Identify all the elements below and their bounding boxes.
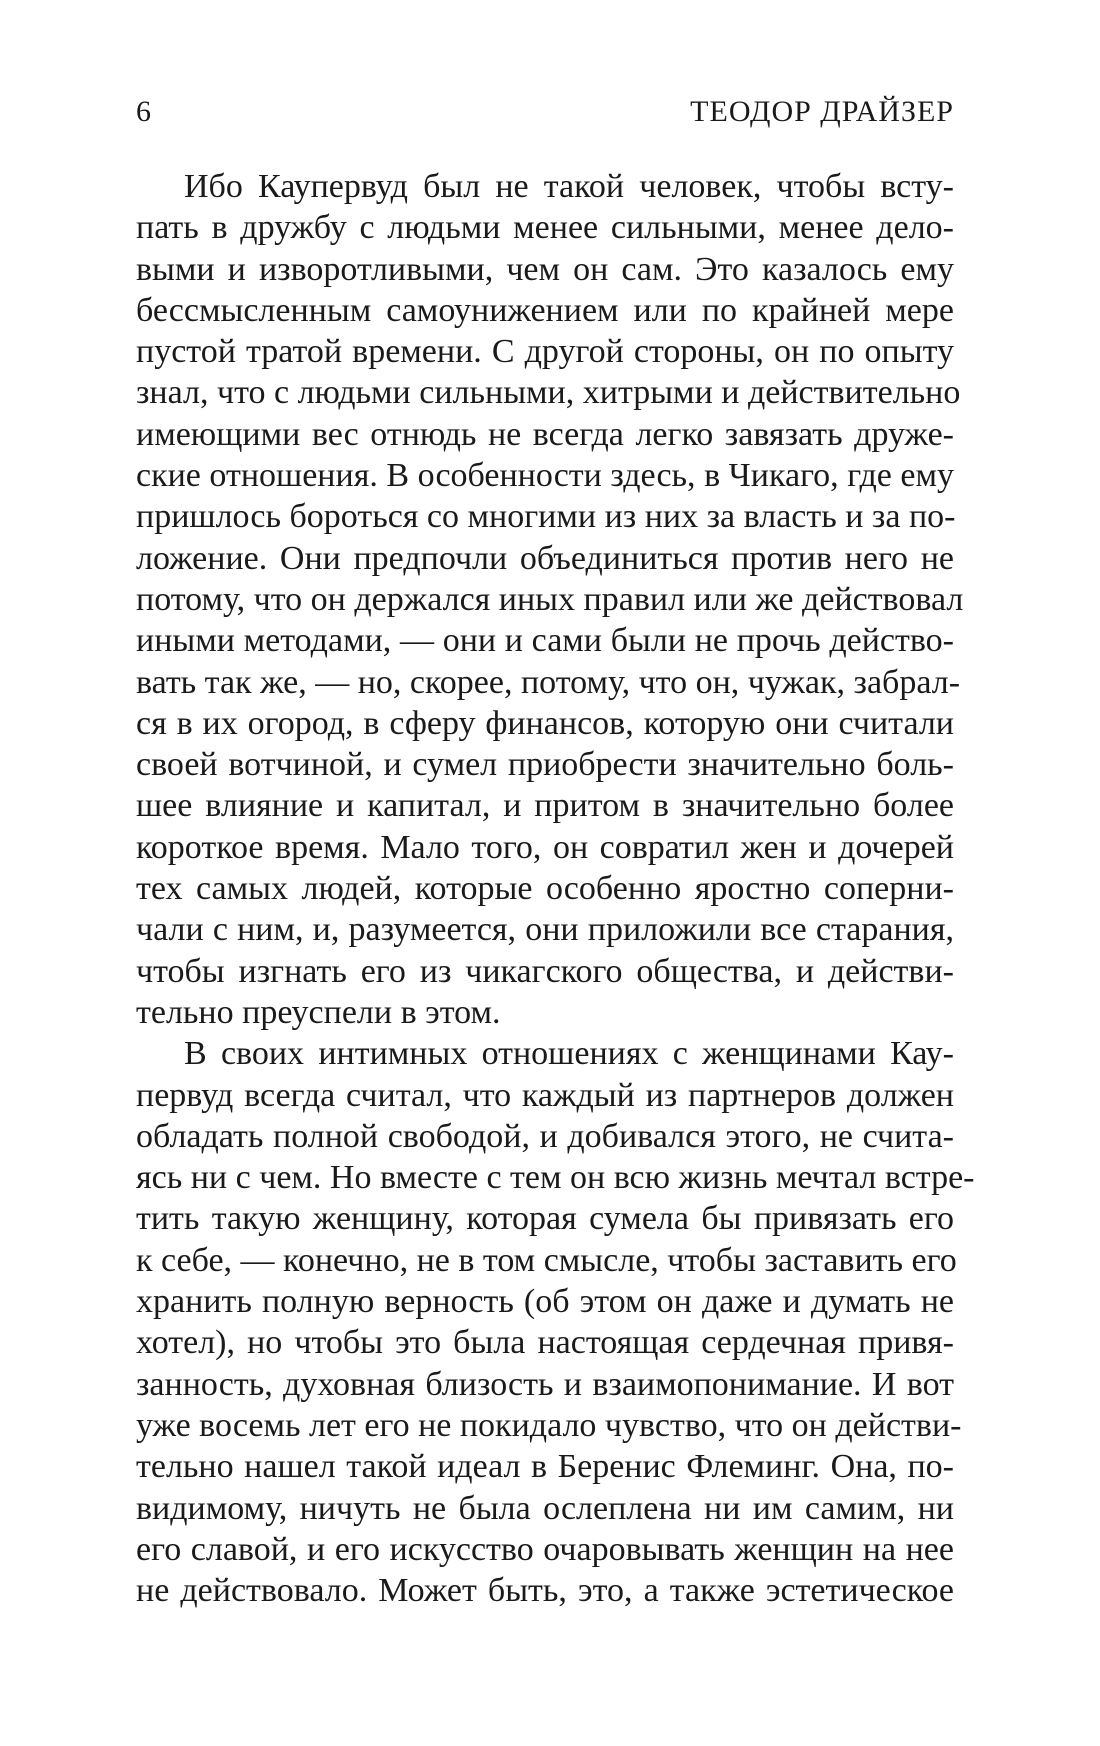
text-line: занность, духовная близость и взаимопонимание. И вот [136, 1365, 954, 1403]
text-line: иными методами, — они и сами были не прочь действо- [136, 622, 954, 660]
paragraph-1 [136, 166, 964, 1033]
text-line: Ибо Каупервуд был не такой человек, чтобы всту- [184, 168, 954, 205]
page-number: 6 [136, 95, 151, 128]
text-line: хранить полную верность (об этом он даже и думать не [136, 1283, 954, 1321]
text-line: ясь ни с чем. Но вместе с тем он всю жизнь мечтал встре- [136, 1159, 975, 1197]
text-line: ложение. Они предпочли объединиться против него не [136, 539, 954, 577]
running-head [136, 92, 954, 132]
text-line: выми и изворотливыми, чем он сам. Это казалось ему [136, 250, 954, 288]
text-line: видимому, ничуть не была ослеплена ни им самим, ни [136, 1489, 954, 1527]
text-line: своей вотчиной, и сумел приобрести значительно боль- [136, 746, 954, 784]
text-line: хотел), но чтобы это была настоящая сердечная привя- [136, 1324, 954, 1362]
text-line: тельно преуспели в этом. [136, 993, 501, 1031]
text-line: ские отношения. В особенности здесь, в Чикаго, где ему [136, 457, 954, 495]
text-line: тить такую женщину, которая сумела бы привязать его [136, 1200, 954, 1238]
text-line: короткое время. Мало того, он совратил жен и дочерей [136, 828, 954, 866]
text-line: уже восемь лет его не покидало чувство, что он действи- [136, 1406, 962, 1444]
body-text [136, 166, 975, 1611]
text-line: его славой, и его искусство очаровывать женщин на нее [136, 1530, 954, 1568]
text-line: не действовало. Может быть, это, а также эстетическое [136, 1572, 954, 1610]
text-line: первуд всегда считал, что каждый из партнеров должен [136, 1076, 954, 1114]
text-line: В своих интимных отношениях с женщинами Кау- [184, 1035, 954, 1073]
text-line: пать в дружбу с людьми менее сильными, менее дело- [136, 209, 954, 247]
text-line: обладать полной свободой, и добивался этого, не счита- [136, 1117, 954, 1155]
text-line: ся в их огород, в сферу финансов, которую они считали [136, 704, 954, 742]
paragraph-2 [136, 1033, 975, 1611]
text-line: бессмысленным самоунижением или по крайней мере [136, 291, 954, 329]
text-line: знал, что с людьми сильными, хитрыми и действительно [136, 374, 961, 412]
text-line: чали с ним, и, разумеется, они приложили все старания, [136, 911, 954, 949]
text-line: потому, что он держался иных правил или же действовал [136, 580, 964, 618]
text-line: к себе, — конечно, не в том смысле, чтобы заставить его [136, 1241, 957, 1279]
text-line: тельно нашел такой идеал в Беренис Флеминг. Она, по- [136, 1448, 954, 1486]
author-name: ТЕОДОР ДРАЙЗЕР [690, 95, 954, 128]
text-line: имеющими вес отнюдь не всегда легко завязать друже- [136, 415, 954, 453]
text-line: пустой тратой времени. С другой стороны, он по опыту [136, 333, 954, 371]
text-line: вать так же, — но, скорее, потому, что он, чужак, забрал- [136, 663, 961, 701]
text-line: тех самых людей, которые особенно яростно соперни- [136, 870, 954, 908]
text-line: чтобы изгнать его из чикагского общества, и действи- [136, 952, 954, 990]
text-line: пришлось бороться со многими из них за власть и за по- [136, 498, 956, 536]
text-line: шее влияние и капитал, и притом в значительно более [136, 787, 954, 825]
